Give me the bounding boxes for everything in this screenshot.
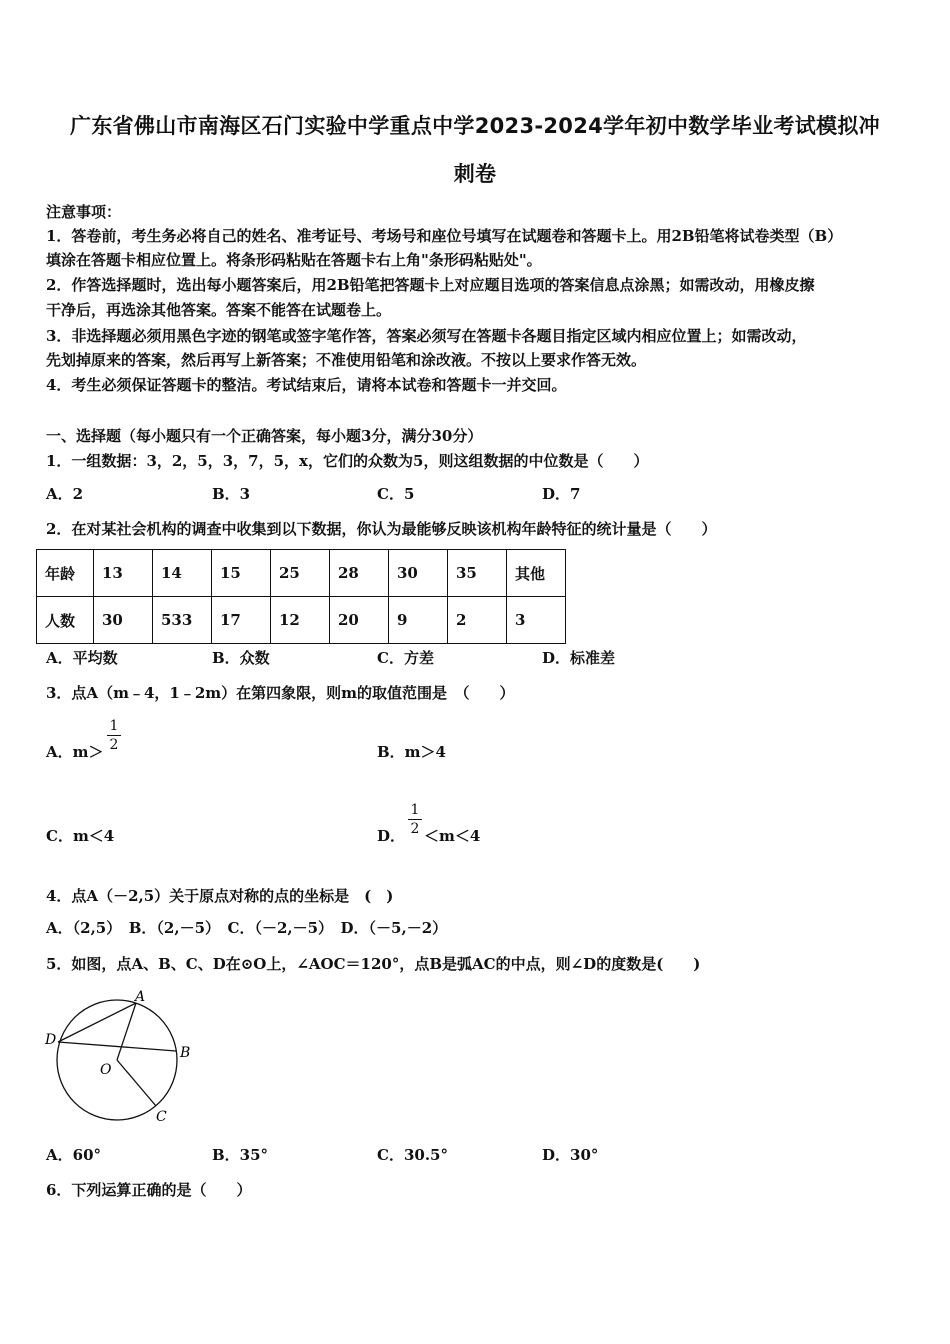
q2-option-b: B．众数 (212, 649, 270, 667)
exam-title-line1: 广东省佛山市南海区石门实验中学重点中学2023-2024学年初中数学毕业考试模拟冲 (70, 114, 880, 138)
table-cell: 30 (389, 550, 448, 597)
circle-figure (40, 985, 210, 1130)
q3-option-a: A．m＞ (46, 743, 104, 761)
table-cell: 14 (153, 550, 212, 597)
label-c: C (156, 1109, 167, 1125)
question-6-stem: 6．下列运算正确的是（ ） (46, 1181, 252, 1199)
fraction-denominator: 2 (109, 737, 119, 753)
exam-title-line2: 刺卷 (453, 162, 497, 186)
q4-options: A．（2,5） B．（2,－5） C．（－2,－5） D．（－5,－2） (46, 919, 448, 937)
table-cell: 人数 (37, 597, 94, 644)
age-data-table (36, 549, 566, 644)
notice-line: 3．非选择题必须用黑色字迹的钢笔或签字笔作答，答案必须写在答题卡各题目指定区域内相应位置上；如需改动， (46, 327, 807, 345)
table-cell: 2 (448, 597, 507, 644)
q3-option-d-suffix: ＜m＜4 (424, 827, 481, 845)
q5-option-b: B．35° (212, 1146, 269, 1164)
question-3-stem: 3．点A（m﹣4，1﹣2m）在第四象限，则m的取值范围是 （ ） (46, 684, 515, 702)
fraction-denominator: 2 (410, 821, 420, 837)
section-heading: 一、选择题（每小题只有一个正确答案，每小题3分，满分30分） (46, 427, 483, 445)
notice-line: 填涂在答题卡相应位置上。将条形码粘贴在答题卡右上角"条形码粘贴处"。 (46, 251, 542, 269)
table-cell: 9 (389, 597, 448, 644)
label-o: O (100, 1062, 112, 1078)
table-cell: 28 (330, 550, 389, 597)
fraction-bar (107, 735, 121, 736)
table-cell: 20 (330, 597, 389, 644)
label-d: D (45, 1032, 57, 1048)
q3-option-d-fraction (408, 802, 422, 837)
q5-option-c: C．30.5° (377, 1146, 448, 1164)
q1-option-c: C．5 (377, 485, 415, 503)
fraction-bar (408, 819, 422, 820)
table-cell: 30 (94, 597, 153, 644)
segment-oc (117, 1060, 156, 1106)
q2-option-c: C．方差 (377, 649, 434, 667)
q3-option-a-fraction (107, 718, 121, 753)
q2-option-a: A．平均数 (46, 649, 118, 667)
notice-line: 干净后，再选涂其他答案。答案不能答在试题卷上。 (46, 301, 392, 319)
q1-option-d: D．7 (542, 485, 581, 503)
table-row (37, 550, 566, 597)
question-2-stem: 2．在对某社会机构的调查中收集到以下数据，你认为最能够反映该机构年龄特征的统计量是（ ） (46, 520, 717, 538)
table-cell: 其他 (507, 550, 566, 597)
table-row (37, 597, 566, 644)
question-5-stem: 5．如图，点A、B、C、D在⊙O上，∠AOC＝120°，点B是弧AC的中点，则∠D的度数是( ) (46, 955, 701, 973)
q1-option-b: B．3 (212, 485, 251, 503)
table-cell: 35 (448, 550, 507, 597)
table-cell: 12 (271, 597, 330, 644)
fraction-numerator: 1 (410, 802, 420, 818)
table-cell: 13 (94, 550, 153, 597)
question-4-stem: 4．点A（－2,5）关于原点对称的点的坐标是 ( ) (46, 887, 394, 905)
q3-option-c: C．m＜4 (46, 827, 115, 845)
notice-line: 2．作答选择题时，选出每小题答案后，用2B铅笔把答题卡上对应题目选项的答案信息点涂黑；如需改动，用橡皮擦 (46, 276, 815, 294)
q3-option-d-prefix: D． (377, 827, 406, 845)
q5-option-a: A．60° (46, 1146, 102, 1164)
notice-line: 先划掉原来的答案，然后再写上新答案；不准使用铅笔和涂改液。不按以上要求作答无效。 (46, 351, 647, 369)
notice-line: 4．考生必须保证答题卡的整洁。考试结束后，请将本试卷和答题卡一并交回。 (46, 376, 567, 394)
table-cell: 17 (212, 597, 271, 644)
question-1-stem: 1．一组数据：3，2，5，3，7，5，x，它们的众数为5，则这组数据的中位数是（ ） (46, 452, 649, 470)
q5-option-d: D．30° (542, 1146, 599, 1164)
notice-heading: 注意事项： (46, 203, 122, 221)
table-cell: 15 (212, 550, 271, 597)
table-cell: 533 (153, 597, 212, 644)
table-cell: 年龄 (37, 550, 94, 597)
label-a: A (135, 989, 146, 1005)
fraction-numerator: 1 (109, 718, 119, 734)
q2-option-d: D．标准差 (542, 649, 616, 667)
segment-db (58, 1042, 176, 1051)
table-cell: 25 (271, 550, 330, 597)
label-b: B (180, 1045, 191, 1061)
notice-line: 1．答卷前，考生务必将自己的姓名、准考证号、考场号和座位号填写在试题卷和答题卡上。用2B铅笔将试卷类型（B） (46, 227, 843, 245)
q3-option-b: B．m＞4 (377, 743, 446, 761)
table-cell: 3 (507, 597, 566, 644)
q1-option-a: A．2 (46, 485, 84, 503)
